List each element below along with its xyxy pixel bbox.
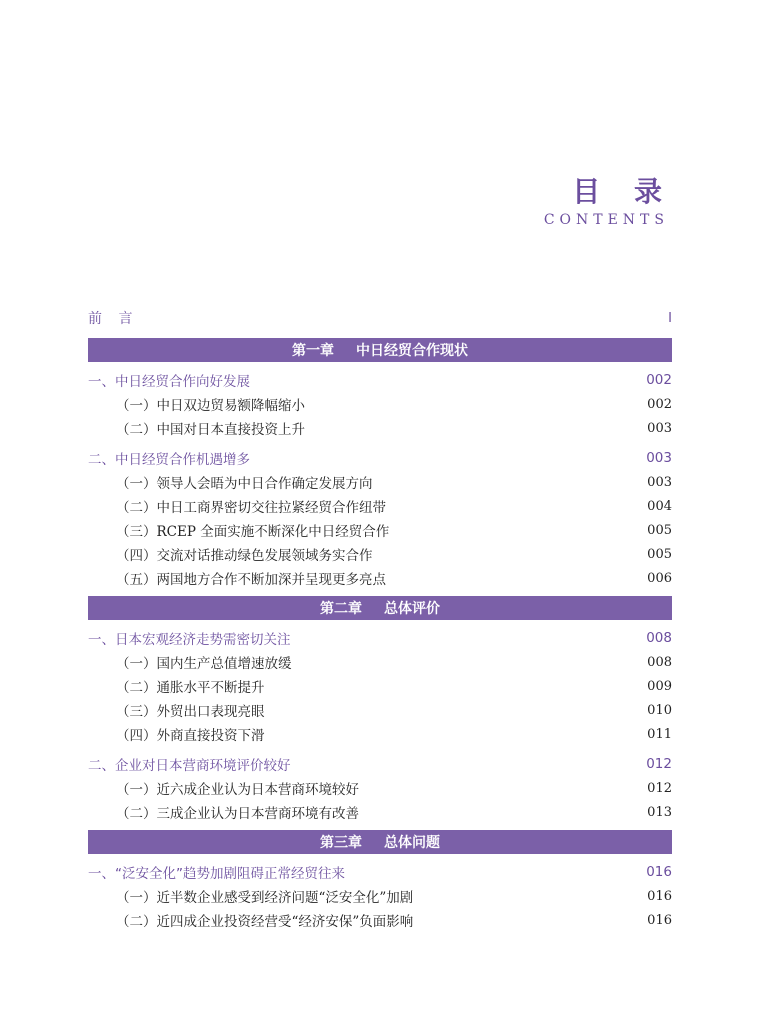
subsection-title: （二）中国对日本直接投资上升 (116, 422, 305, 438)
toc-subsection-entry[interactable] (88, 470, 672, 494)
subsection-title: （三）外贸出口表现亮眼 (116, 704, 265, 720)
subsection-page-number: 016 (647, 912, 672, 928)
toc-heading (543, 170, 674, 228)
subsection-title: （四）交流对话推动绿色发展领域务实合作 (116, 548, 373, 564)
subsection-page-number: 013 (647, 804, 672, 820)
subsection-title: （一）领导人会晤为中日合作确定发展方向 (116, 476, 373, 492)
subsection-page-number: 003 (647, 420, 672, 436)
subsection-page-number: 005 (647, 546, 672, 562)
subsection-page-number: 008 (647, 654, 672, 670)
toc-subsection-entry[interactable] (88, 542, 672, 566)
toc-section-entry[interactable] (88, 752, 672, 776)
toc-section-entry[interactable] (88, 626, 672, 650)
toc-subsection-entry[interactable] (88, 776, 672, 800)
subsection-title: （三）RCEP 全面实施不断深化中日经贸合作 (116, 524, 390, 540)
chapter-number: 第三章 (320, 835, 362, 851)
section-page-number: 003 (646, 450, 672, 466)
subsection-page-number: 002 (647, 396, 672, 412)
subsection-page-number: 011 (647, 726, 672, 742)
toc-subsection-entry[interactable] (88, 674, 672, 698)
toc-subsection-entry[interactable] (88, 650, 672, 674)
subsection-title: （一）近六成企业认为日本营商环境较好 (116, 782, 359, 798)
subsection-title: （五）两国地方合作不断加深并呈现更多亮点 (116, 572, 386, 588)
subsection-page-number: 010 (647, 702, 672, 718)
subsection-page-number: 012 (647, 780, 672, 796)
toc-subsection-entry[interactable] (88, 800, 672, 824)
subsection-page-number: 005 (647, 522, 672, 538)
subsection-title: （四）外商直接投资下滑 (116, 728, 265, 744)
section-page-number: 012 (646, 756, 672, 772)
chapter-title: 总体问题 (384, 835, 440, 851)
toc-preface-page: I (668, 310, 672, 326)
chapter-title: 总体评价 (384, 601, 440, 617)
toc-subsection-entry[interactable] (88, 566, 672, 590)
subsection-title: （一）中日双边贸易额降幅缩小 (116, 398, 305, 414)
subsection-title: （二）近四成企业投资经营受“经济安保”负面影响 (116, 914, 414, 930)
chapter-number: 第一章 (292, 343, 334, 359)
subsection-page-number: 004 (647, 498, 672, 514)
toc-preface-label: 前 言 (88, 311, 139, 327)
subsection-page-number: 016 (647, 888, 672, 904)
toc-subsection-entry[interactable] (88, 416, 672, 440)
table-of-contents (88, 308, 672, 932)
section-title: 一、中日经贸合作向好发展 (88, 374, 250, 390)
subsection-title: （二）中日工商界密切交往拉紧经贸合作纽带 (116, 500, 386, 516)
toc-subsection-entry[interactable] (88, 392, 672, 416)
toc-subsection-entry[interactable] (88, 884, 672, 908)
subsection-title: （一）近半数企业感受到经济问题“泛安全化”加剧 (116, 890, 414, 906)
section-page-number: 008 (646, 630, 672, 646)
subsection-title: （二）通胀水平不断提升 (116, 680, 265, 696)
section-title: 二、中日经贸合作机遇增多 (88, 452, 250, 468)
page-subtitle: CONTENTS (543, 212, 669, 228)
chapter-number: 第二章 (320, 601, 362, 617)
section-title: 一、“泛安全化”趋势加剧阻碍正常经贸往来 (88, 866, 345, 882)
section-page-number: 002 (646, 372, 672, 388)
toc-preface[interactable] (88, 308, 672, 328)
subsection-title: （二）三成企业认为日本营商环境有改善 (116, 806, 359, 822)
toc-subsection-entry[interactable] (88, 518, 672, 542)
subsection-page-number: 003 (647, 474, 672, 490)
subsection-page-number: 009 (647, 678, 672, 694)
section-title: 二、企业对日本营商环境评价较好 (88, 758, 291, 774)
subsection-title: （一）国内生产总值增速放缓 (116, 656, 292, 672)
toc-section-entry[interactable] (88, 446, 672, 470)
toc-subsection-entry[interactable] (88, 722, 672, 746)
chapter-title: 中日经贸合作现状 (356, 343, 468, 359)
chapter-header[interactable] (88, 338, 672, 362)
toc-subsection-entry[interactable] (88, 908, 672, 932)
section-title: 一、日本宏观经济走势需密切关注 (88, 632, 291, 648)
toc-subsection-entry[interactable] (88, 494, 672, 518)
chapter-header[interactable] (88, 596, 672, 620)
toc-section-entry[interactable] (88, 860, 672, 884)
subsection-page-number: 006 (647, 570, 672, 586)
chapter-header[interactable] (88, 830, 672, 854)
toc-section-entry[interactable] (88, 368, 672, 392)
toc-subsection-entry[interactable] (88, 698, 672, 722)
page-title: 目 录 (572, 175, 674, 208)
section-page-number: 016 (646, 864, 672, 880)
